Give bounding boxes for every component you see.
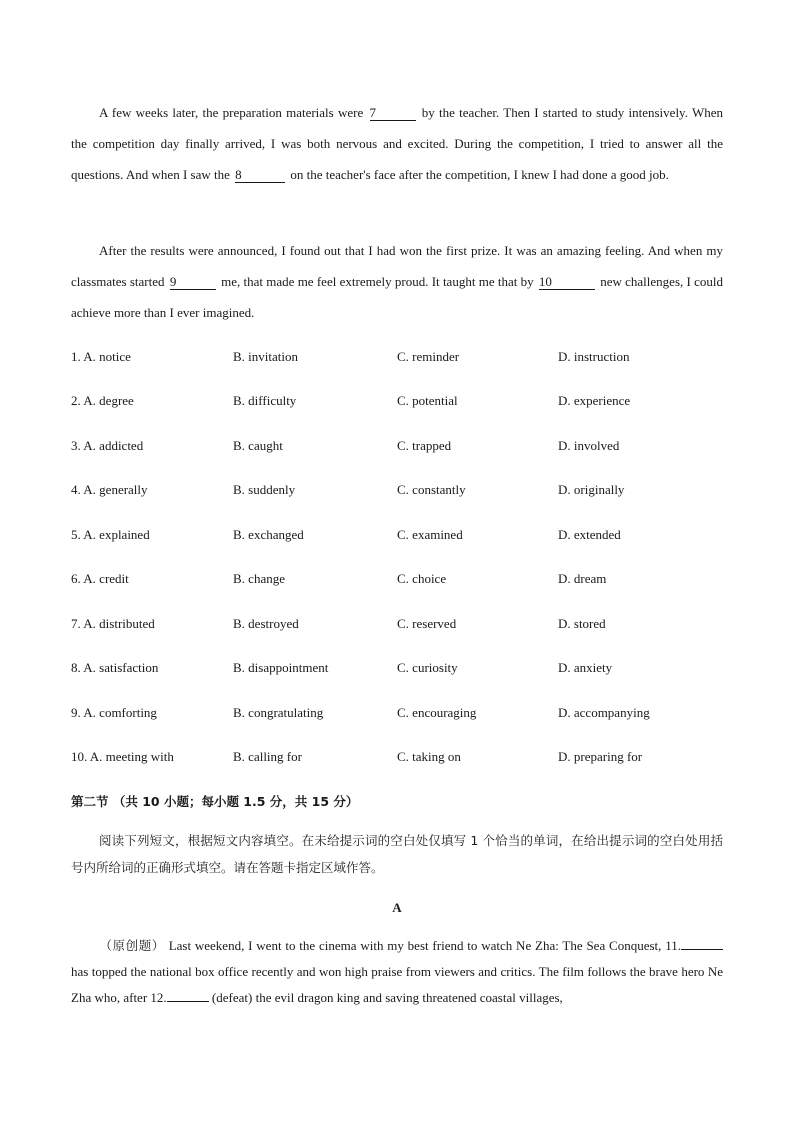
original-tag: （原创题） [99,938,165,953]
passage-a-paragraph [71,933,723,1011]
option-a: 1. A. notice [71,349,131,364]
option-a: 10. A. meeting with [71,749,174,764]
option-d: D. anxiety [558,660,613,675]
option-a: 6. A. credit [71,571,129,586]
p2-text-3: new challenges, I could achieve more than I ever imagined. [71,274,724,320]
option-row [71,480,731,500]
option-d: D. experience [558,393,631,408]
option-a: 9. A. comforting [71,705,157,720]
option-c: C. taking on [397,749,461,764]
option-d: D. instruction [558,349,630,364]
option-b: B. caught [233,438,283,453]
option-c: C. examined [397,527,463,542]
blank-11 [681,949,723,950]
option-a: 8. A. satisfaction [71,660,159,675]
section-2-instructions: 阅读下列短文，根据短文内容填空。在未给提示词的空白处仅填写 1 个恰当的单词，在给出提示词的空白处用括号内所给词的正确形式填空。请在答题卡指定区域作答。 [71,833,723,875]
option-d: D. dream [558,571,607,586]
passage-paragraph-1 [71,97,723,190]
option-a: 7. A. distributed [71,616,155,631]
option-c: C. choice [397,571,447,586]
option-c: C. reserved [397,616,457,631]
option-b: B. change [233,571,285,586]
blank-12-number: 12. [150,990,167,1005]
option-b: B. difficulty [233,393,297,408]
option-row [71,525,731,545]
passage-paragraph-2 [71,235,723,328]
pa-text-1: Last weekend, I went to the cinema with my best friend to watch Ne Zha: The Sea Conquest, [168,938,662,953]
part-label: A [392,900,402,915]
option-c: C. encouraging [397,705,477,720]
option-c: C. curiosity [397,660,458,675]
option-row [71,391,731,411]
option-b: B. suddenly [233,482,296,497]
option-a: 4. A. generally [71,482,148,497]
option-c: C. trapped [397,438,452,453]
option-d: D. originally [558,482,625,497]
blank-9: 9 [170,275,216,290]
option-d: D. preparing for [558,749,643,764]
p2-text-1: After the results were announced, I found out that I had won the first prize. It was an amazing feeling. And when my classmates started [71,243,723,289]
option-row [71,569,731,589]
option-a: 3. A. addicted [71,438,144,453]
blank-7: 7 [370,106,416,121]
option-b: B. congratulating [233,705,324,720]
option-b: B. invitation [233,349,298,364]
option-row [71,658,731,678]
pa-text-3: (defeat) the evil dragon king and saving threatened coastal villages, [211,990,563,1005]
option-c: C. potential [397,393,458,408]
p1-text-2: by the teacher. Then I started to study intensively. When the competition day finally arrived, I was both nervous and excited. During the competition, I tried to answer all the questions. And when I saw the [71,105,724,182]
p2-text-2: me, that made me feel extremely proud. It taught me that by [221,274,534,289]
option-d: D. involved [558,438,620,453]
option-d: D. accompanying [558,705,650,720]
option-row [71,614,731,634]
option-row [71,436,731,456]
option-c: C. constantly [397,482,466,497]
option-a: 5. A. explained [71,527,150,542]
option-row [71,747,731,767]
option-a: 2. A. degree [71,393,134,408]
option-row [71,703,731,723]
blank-11-number: 11. [665,938,681,953]
p1-text-3: on the teacher's face after the competition, I knew I had done a good job. [290,167,669,182]
blank-8: 8 [235,168,285,183]
option-b: B. exchanged [233,527,304,542]
option-d: D. extended [558,527,621,542]
option-b: B. destroyed [233,616,299,631]
section-2-title: 第二节 （共 10 小题；每小题 1.5 分，共 15 分） [71,794,359,809]
option-c: C. reminder [397,349,460,364]
p1-text-1: A few weeks later, the preparation materials were [99,105,364,120]
blank-10: 10 [539,275,595,290]
option-row [71,347,731,367]
option-d: D. stored [558,616,606,631]
option-b: B. disappointment [233,660,329,675]
pa-text-2: has topped the national box office recently and won high praise from viewers and critics. The film follows the brave hero Ne Zha who, after [71,964,723,1005]
blank-12 [167,1001,209,1002]
option-b: B. calling for [233,749,302,764]
